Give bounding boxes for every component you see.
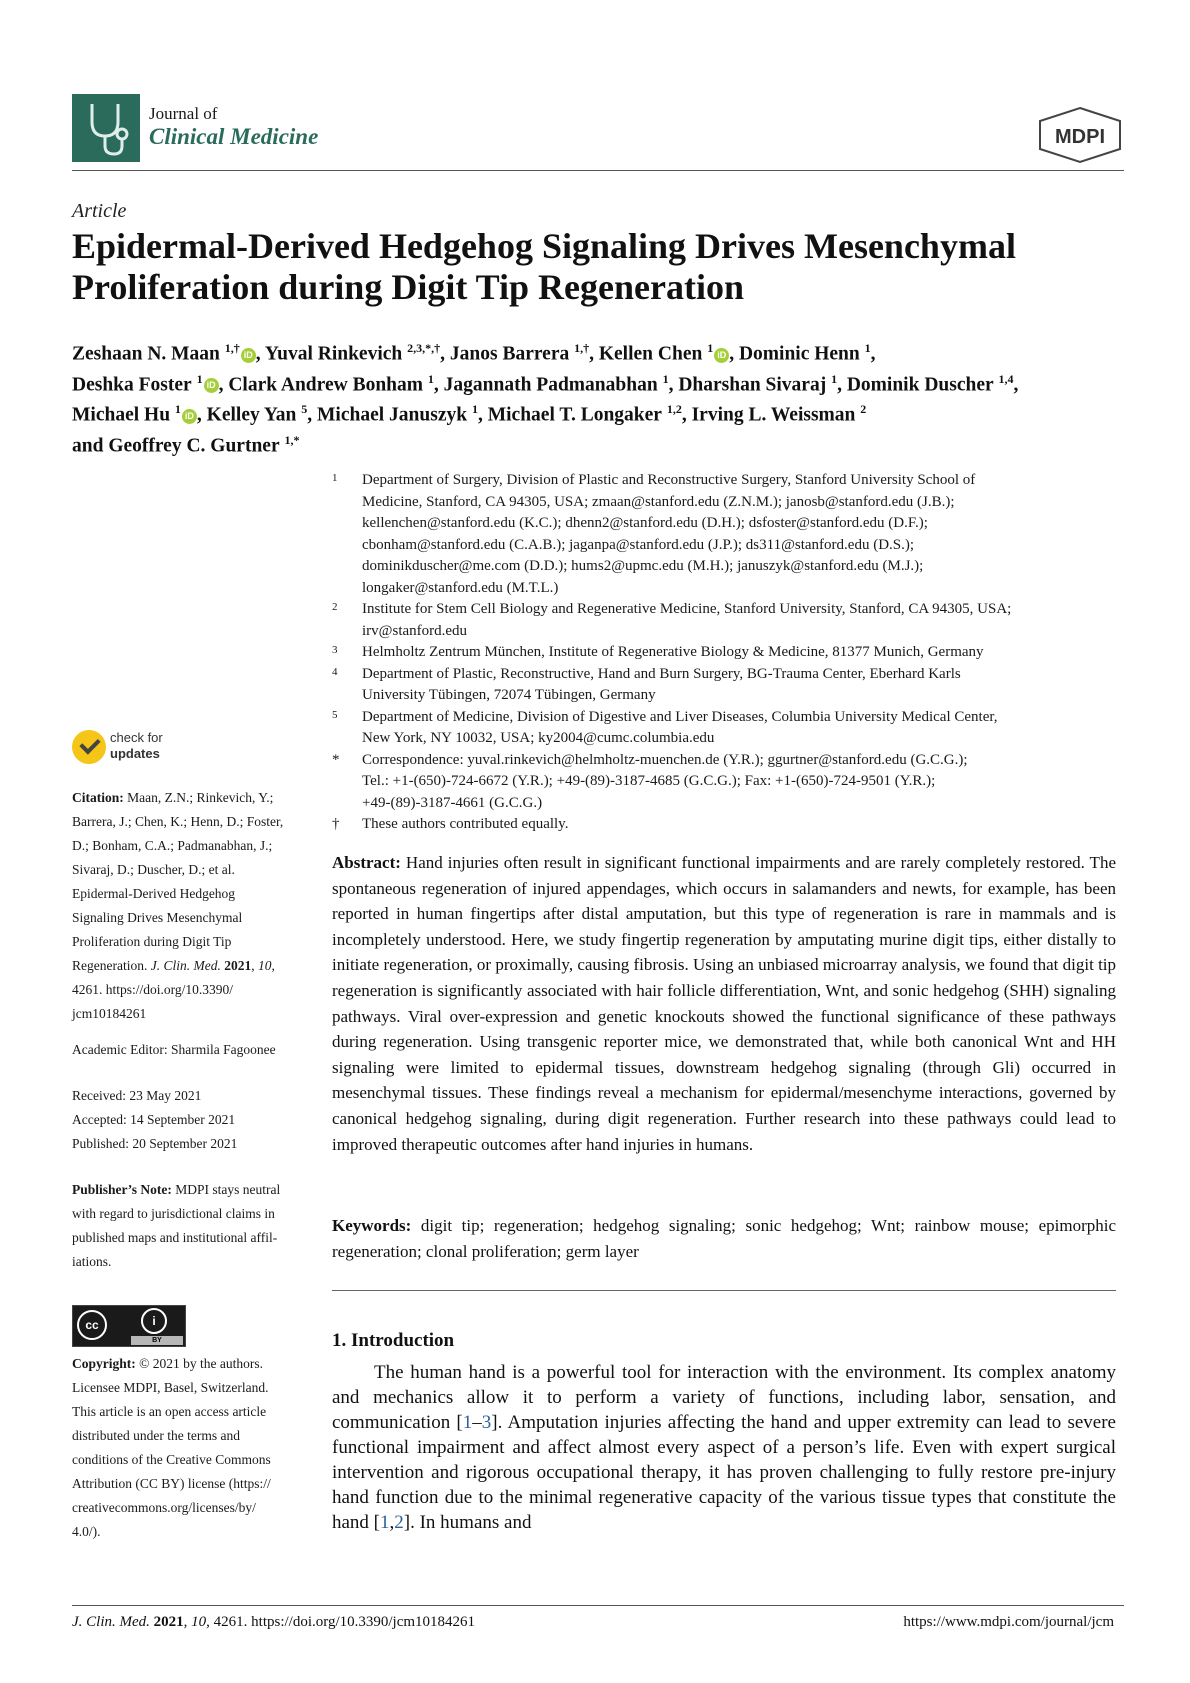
check-updates-icon (72, 730, 106, 764)
keywords-text: digit tip; regeneration; hedgehog signaling; sonic hedgehog; Wnt; rainbow mouse; epimorphic regeneration; clonal proliferation; germ layer (332, 1216, 1116, 1261)
svg-text:MDPI: MDPI (1055, 126, 1105, 148)
author-affiliation-marker: 1 (831, 371, 838, 386)
author-affiliation-marker: 2,3,*,† (407, 341, 441, 355)
affiliation-marker: * (332, 751, 340, 768)
check-updates-text: check for (110, 730, 163, 745)
orcid-icon[interactable]: iD (714, 348, 729, 363)
footer-rule (72, 1605, 1124, 1606)
citation-line: Barrera, J.; Chen, K.; Henn, D.; Foster, (72, 814, 284, 829)
article-type: Article (72, 200, 127, 222)
author-affiliation-marker: 5 (301, 402, 308, 416)
author-affiliation-marker: 1 (707, 341, 714, 355)
author-affiliation-marker: 1,* (284, 432, 300, 447)
author-name: Yuval Rinkevich (264, 343, 403, 365)
keywords-label: Keywords: (332, 1216, 412, 1235)
affiliation-line: longaker@stanford.edu (M.T.L.) (362, 579, 559, 596)
published-date: Published: 20 September 2021 (72, 1136, 238, 1151)
author-name: Janos Barrera (449, 343, 570, 365)
journal-logo (72, 94, 140, 162)
footer-journal-url[interactable]: https://www.mdpi.com/journal/jcm (903, 1614, 1114, 1630)
footer-citation: J. Clin. Med. 2021, 10, 4261. https://doi.org/10.3390/jcm10184261 (72, 1614, 476, 1630)
affiliation-item (332, 814, 1122, 836)
citation-block: Citation: Maan, Z.N.; Rinkevich, Y.; Barrera, J.; Chen, K.; Henn, D.; Foster, D.; Bonham, C.A.; Padmanabhan, J.; Sivaraj, D.; Duscher, D.; et al. Epidermal-Derived Hedgehog Signaling Drives Mesenchymal Proliferation during Digit Tip Regeneration. J. Clin. Med. 2021, 10, 4261. https://doi.org/10.3390/ jcm10184261 (72, 786, 310, 1026)
by-label: BY (131, 1336, 183, 1345)
affiliation-line: +49-(89)-3187-4661 (G.C.G.) (362, 794, 543, 811)
affiliation-line: Department of Medicine, Division of Digestive and Liver Diseases, Columbia University Medical Center, (362, 708, 998, 725)
citation-link[interactable]: 2 (394, 1512, 404, 1533)
author-affiliation-marker: 1 (864, 341, 871, 355)
publisher-note-label: Publisher’s Note: (72, 1182, 172, 1197)
citation-link[interactable]: 3 (481, 1412, 492, 1433)
author-affiliation-marker: 1 (196, 371, 203, 386)
orcid-icon[interactable]: iD (182, 409, 197, 424)
publisher-note: Publisher’s Note: MDPI stays neutral with regard to jurisdictional claims in published maps and institutional affil- iations. (72, 1182, 281, 1269)
affiliation-line: University Tübingen, 72074 Tübingen, Germany (362, 687, 656, 703)
author-name: Michael Januszyk (317, 404, 468, 426)
affiliation-line: Institute for Stem Cell Biology and Regenerative Medicine, Stanford University, Stanford, CA 94305, USA; (362, 601, 1012, 617)
affiliation-line: Correspondence: yuval.rinkevich@helmholtz-muenchen.de (Y.R.); ggurtner@stanford.edu (G.C.G.); (362, 751, 968, 768)
section-heading-introduction: 1. Introduction (332, 1330, 455, 1351)
affiliation-line: Tel.: +1-(650)-724-6672 (Y.R.); +49-(89)-3187-4685 (G.C.G.); Fax: +1-(650)-724-9501 (Y.R.); (362, 773, 936, 789)
author-affiliation-marker: 1,† (574, 341, 590, 355)
author-name: Zeshaan N. Maan (72, 343, 220, 365)
citation-journal: J. Clin. Med. (150, 958, 221, 973)
citation-line: Sivaraj, D.; Duscher, D.; et al. (72, 862, 235, 877)
affiliation-line: irv@stanford.edu (362, 622, 468, 639)
author-name: Deshka Foster (72, 374, 192, 395)
journal-name: Clinical Medicine (149, 124, 319, 149)
citation-line: Signaling Drives Mesenchymal (72, 910, 243, 925)
citation-text: Regeneration. (72, 958, 151, 973)
citation-volume: 10 (257, 958, 272, 973)
author-name: Jagannath Padmanabhan (443, 374, 658, 395)
check-for-updates-badge[interactable] (72, 728, 242, 768)
dates-block (72, 1084, 310, 1156)
author-name: Clark Andrew Bonham (228, 374, 424, 395)
affiliation-line: kellenchen@stanford.edu (K.C.); dhenn2@stanford.edu (D.H.); dsfoster@stanford.edu (D.F.); (362, 515, 928, 531)
affiliation-item (332, 470, 1122, 599)
affiliation-item (332, 707, 1122, 750)
academic-editor: Academic Editor: Sharmila Fagoonee (72, 1042, 276, 1057)
affiliation-item (332, 642, 1122, 664)
header-rule (72, 170, 1124, 171)
affiliation-item (332, 750, 1122, 815)
title-line-2: Proliferation during Digit Tip Regeneration (72, 267, 744, 307)
cc-icon: cc (77, 1310, 107, 1340)
affiliation-line: Department of Plastic, Reconstructive, Hand and Burn Surgery, BG-Trauma Center, Eberhard Karls (362, 665, 961, 682)
affiliation-item (332, 664, 1122, 707)
cc-by-license-badge[interactable] (72, 1305, 186, 1347)
orcid-icon[interactable]: iD (204, 378, 219, 393)
author-affiliation-marker: 1,† (224, 341, 240, 355)
affiliation-line: Medicine, Stanford, CA 94305, USA; zmaan@stanford.edu (Z.N.M.); janosb@stanford.edu (J.B.); (362, 493, 955, 510)
author-name: Kelley Yan (206, 404, 297, 426)
affiliation-marker: † (332, 816, 340, 832)
received-date: Received: 23 May 2021 (72, 1088, 202, 1103)
author-name: Kellen Chen (598, 343, 703, 365)
author-list: Zeshaan N. Maan $^{1,\dagger}$ iD , Yuval Rinkevich $^{2,3,*,\dagger}$, Janos Barrera $^{1,\dagger}$, Kellen Chen $^1$ iD , Dominic Henn $^1$, Deshka Foster $^1$ iD , Clark Andrew Bonham $^1$, Jagannath Padmanabhan $^1$, Dharshan Sivaraj $^1$, Dominik Duscher $^{1,4}$, Michael Hu $^1$ iD , Kelley Yan $^5$, Michael Januszyk $^1$, Michael T. Longaker $^{1,2}$, Irving L. Weissman $^2$ and Geoffrey C. Gurtner $^{1,*}$ (72, 341, 1019, 456)
affiliation-line: These authors contributed equally. (362, 816, 569, 832)
abstract-text: Hand injuries often result in significant functional impairments and are rarely completely restored. The spontaneous regeneration of injured appendages, which occurs in salamanders and newts, for example, has been reported in human fingertips after distal amputation, but this type of regeneration is rare in mammals and is incompletely understood. Here, we study fingertip regeneration by amputating murine digit tips, either distally to initiate regeneration, or proximally, causing fibrosis. Using an unbiased microarray analysis, we found that digit tip regeneration is significantly associated with hair follicle differentiation, Wnt, and sonic hedgehog (SHH) signaling pathways. Viral over-expression and genetic knockouts showed the functional significance of these pathways during regeneration. Using transgenic reporter mice, we demonstrated that, while both canonical Wnt and HH signaling were limited to epidermal tissues, downstream hedgehog signaling (through Gli) occurred in mesenchymal tissues. These findings reveal a mechanism for epidermal/mesenchyme interactions, governed by canonical hedgehog signaling, during digit regeneration. Further research into these pathways could lead to improved therapeutic outcomes after hand injuries in humans. (332, 853, 1117, 1154)
citation-doi-end: jcm10184261 (72, 1006, 147, 1021)
affiliation-line: cbonham@stanford.edu (C.A.B.); jaganpa@stanford.edu (J.P.); ds311@stanford.edu (D.S.); (362, 536, 915, 553)
author-affiliation-marker: 1 (427, 371, 434, 386)
affiliation-line: Helmholtz Zentrum München, Institute of Regenerative Biology & Medicine, 81377 Munich, Germany (362, 644, 984, 660)
citation-label: Citation: (72, 790, 124, 805)
author-name: Michael Hu (72, 404, 171, 426)
author-affiliation-marker: 2 (860, 402, 867, 416)
copyright-label: Copyright: (72, 1356, 136, 1371)
title-line-1: Epidermal-Derived Hedgehog Signaling Drives Mesenchymal (72, 226, 1016, 266)
affiliation-line: New York, NY 10032, USA; ky2004@cumc.columbia.edu (362, 730, 715, 746)
affiliation-line: dominikduscher@me.com (D.D.); hums2@upmc.edu (M.H.); januszyk@stanford.edu (M.J.); (362, 558, 924, 574)
citation-doi-link[interactable]: 4261. https://doi.org/10.3390/ (72, 982, 234, 997)
author-name: Dharshan Sivaraj (678, 374, 827, 395)
journal-of-label: Journal of (149, 104, 218, 123)
author-name: Dominic Henn (738, 343, 860, 365)
check-updates-text-bold: updates (110, 746, 160, 761)
author-affiliation-marker: 1,4 (998, 371, 1014, 386)
copyright-block: Copyright: © 2021 by the authors. Licensee MDPI, Basel, Switzerland. This article is an open access article distributed under the terms and conditions of the Creative Commons Attribution (CC BY) license (https:// creativecommons.org/licenses/by/ 4.0/). (72, 1356, 271, 1539)
author-affiliation-marker: 1,2 (666, 402, 682, 416)
introduction-paragraph: The human hand is a powerful tool for interaction with the environment. Its complex anatomy and mechanics allow it to perform a variety of functions, including labor, sensation, and communication [1–3]. Amputation injuries affecting the hand and upper extremity can lead to severe functional impairment and affect almost every aspect of a person’s life. Even with expert surgical intervention and rigorous occupational therapy, it has proven challenging to fully restore pre-injury hand function due to the minimal regenerative capacity of the various tissue types that constitute the hand [1,2]. In humans and (332, 1362, 1116, 1533)
affiliation-marker: 2 (332, 601, 338, 613)
abstract (332, 850, 1116, 1157)
affiliation-marker: 4 (332, 665, 338, 678)
author-name: Michael T. Longaker (487, 404, 662, 426)
author-name: Irving L. Weissman (691, 404, 856, 426)
article-title (72, 226, 1132, 308)
abstract-label: Abstract: (332, 853, 401, 872)
author-affiliation-marker: 1 (174, 402, 181, 416)
keywords (332, 1213, 1116, 1264)
stethoscope-icon (72, 94, 140, 162)
by-icon: i (141, 1308, 167, 1334)
author-affiliation-marker: 1 (471, 402, 478, 416)
mdpi-logo (1036, 106, 1124, 164)
affiliation-marker: 5 (332, 708, 338, 721)
author-name: and Geoffrey C. Gurtner (72, 435, 280, 456)
citation-line: Epidermal-Derived Hedgehog (72, 886, 236, 901)
affiliation-marker: 1 (332, 472, 338, 484)
affiliation-line: Department of Surgery, Division of Plastic and Reconstructive Surgery, Stanford University School of (362, 472, 976, 488)
citation-line: Citation: Maan, Z.N.; Rinkevich, Y.; (72, 790, 274, 805)
affiliations (332, 470, 1122, 836)
citation-link[interactable]: 1 (462, 1412, 473, 1433)
author-affiliation-marker: 1 (662, 371, 669, 386)
affiliation-item (332, 599, 1122, 642)
citation-line: Proliferation during Digit Tip (72, 934, 232, 949)
section-rule (332, 1290, 1116, 1291)
citation-line: D.; Bonham, C.A.; Padmanabhan, J.; (72, 838, 273, 853)
accepted-date: Accepted: 14 September 2021 (72, 1112, 236, 1127)
license-link[interactable]: creativecommons.org/licenses/by/ (72, 1500, 256, 1515)
citation-year: 2021 (224, 958, 252, 973)
citation-link[interactable]: 1 (380, 1512, 390, 1533)
author-name: Dominik Duscher (846, 374, 994, 395)
orcid-icon[interactable]: iD (241, 348, 256, 363)
affiliation-marker: 3 (332, 644, 338, 656)
